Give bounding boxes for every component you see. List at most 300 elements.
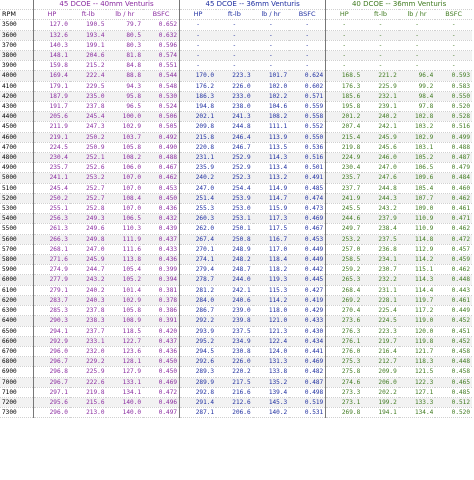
lbhr-3-cell: 114.8 — [399, 234, 436, 244]
table-row — [0, 81, 472, 91]
hp-3-cell: 235.7 — [326, 173, 363, 183]
ftlb-1-cell: 252.7 — [70, 193, 107, 203]
lbhr-2-cell: 122.4 — [253, 336, 290, 346]
hp-3-cell: 249.7 — [326, 224, 363, 234]
table-row — [0, 316, 472, 326]
table-row — [0, 408, 472, 418]
ftlb-2-cell: 250.1 — [216, 224, 253, 234]
hp-2-cell: 291.4 — [180, 397, 217, 407]
ftlb-2-cell: 246.7 — [216, 142, 253, 152]
bsfc-2-cell: 0.442 — [289, 265, 326, 275]
ftlb-3-cell: 234.1 — [362, 255, 399, 265]
ftlb-1-cell: 235.0 — [70, 91, 107, 101]
bsfc-2-cell: - — [289, 20, 326, 30]
lbhr-header-1: lb / hr — [106, 10, 143, 20]
lbhr-1-cell: 122.7 — [106, 336, 143, 346]
lbhr-1-cell: 140.0 — [106, 397, 143, 407]
lbhr-3-cell: 120.0 — [399, 326, 436, 336]
table-row — [0, 387, 472, 397]
rpm-cell: 6600 — [0, 336, 33, 346]
ftlb-1-cell: 252.8 — [70, 204, 107, 214]
bsfc-2-cell: 0.536 — [289, 142, 326, 152]
hp-1-cell: 169.4 — [33, 71, 70, 81]
bsfc-1-cell: 0.432 — [143, 214, 180, 224]
ftlb-1-cell: 243.2 — [70, 275, 107, 285]
lbhr-3-cell: 97.8 — [399, 102, 436, 112]
lbhr-2-cell: 101.7 — [253, 71, 290, 81]
ftlb-header-2: ft-lb — [216, 10, 253, 20]
bsfc-3-cell: 0.452 — [435, 336, 472, 346]
table-row — [0, 306, 472, 316]
ftlb-header-3: ft-lb — [362, 10, 399, 20]
ftlb-3-cell: 237.5 — [362, 234, 399, 244]
bsfc-3-cell: 0.458 — [435, 346, 472, 356]
bsfc-1-cell: 0.652 — [143, 20, 180, 30]
bsfc-1-cell: 0.467 — [143, 163, 180, 173]
bsfc-1-cell: 0.394 — [143, 275, 180, 285]
table-row — [0, 163, 472, 173]
lbhr-header-3: lb / hr — [399, 10, 436, 20]
bsfc-3-cell: - — [435, 30, 472, 40]
rpm-cell: 4500 — [0, 122, 33, 132]
lbhr-3-cell: 102.8 — [399, 112, 436, 122]
hp-2-cell: 270.1 — [180, 244, 217, 254]
lbhr-1-cell: 101.4 — [106, 285, 143, 295]
hp-2-cell: 251.4 — [180, 193, 217, 203]
ftlb-2-cell: 239.0 — [216, 306, 253, 316]
ftlb-1-cell: 199.1 — [70, 40, 107, 50]
bsfc-3-cell: 0.443 — [435, 285, 472, 295]
ftlb-header-1: ft-lb — [70, 10, 107, 20]
lbhr-1-cell: 108.2 — [106, 153, 143, 163]
bsfc-2-cell: - — [289, 61, 326, 71]
ftlb-2-cell: 248.2 — [216, 255, 253, 265]
ftlb-1-cell: 237.8 — [70, 306, 107, 316]
ftlb-3-cell: 238.4 — [362, 224, 399, 234]
ftlb-2-cell: 253.0 — [216, 204, 253, 214]
lbhr-2-cell: 114.9 — [253, 183, 290, 193]
bsfc-1-cell: 0.492 — [143, 132, 180, 142]
lbhr-2-cell: 113.2 — [253, 173, 290, 183]
hp-3-cell: 269.2 — [326, 295, 363, 305]
group-title-row — [0, 0, 472, 10]
lbhr-2-cell: 124.0 — [253, 346, 290, 356]
rpm-cell: 3800 — [0, 51, 33, 61]
lbhr-2-cell: 102.2 — [253, 91, 290, 101]
bsfc-3-cell: 0.452 — [435, 316, 472, 326]
bsfc-3-cell: 0.459 — [435, 255, 472, 265]
rpm-cell: 6200 — [0, 295, 33, 305]
bsfc-2-cell: 0.571 — [289, 91, 326, 101]
hp-2-cell: 186.3 — [180, 91, 217, 101]
ftlb-2-cell: - — [216, 40, 253, 50]
table-row — [0, 336, 472, 346]
lbhr-2-cell: 121.0 — [253, 316, 290, 326]
table-row — [0, 265, 472, 275]
lbhr-3-cell: 105.4 — [399, 183, 436, 193]
lbhr-2-cell: 118.0 — [253, 306, 290, 316]
ftlb-2-cell: 241.3 — [216, 112, 253, 122]
ftlb-1-cell: 244.7 — [70, 265, 107, 275]
bsfc-1-cell: 0.436 — [143, 204, 180, 214]
lbhr-2-cell: 115.9 — [253, 204, 290, 214]
lbhr-2-cell: 113.5 — [253, 142, 290, 152]
hp-1-cell: 211.9 — [33, 122, 70, 132]
ftlb-3-cell: 232.1 — [362, 91, 399, 101]
ftlb-3-cell: 206.0 — [362, 377, 399, 387]
ftlb-1-cell: 250.2 — [70, 132, 107, 142]
lbhr-3-cell: 114.3 — [399, 275, 436, 285]
hp-1-cell: 294.1 — [33, 326, 70, 336]
lbhr-2-cell: 116.7 — [253, 234, 290, 244]
lbhr-1-cell: 80.3 — [106, 40, 143, 50]
ftlb-2-cell: 212.6 — [216, 397, 253, 407]
bsfc-3-cell: 0.479 — [435, 163, 472, 173]
bsfc-1-cell: 0.391 — [143, 316, 180, 326]
ftlb-1-cell: 229.2 — [70, 357, 107, 367]
hp-3-cell: 230.4 — [326, 163, 363, 173]
bsfc-2-cell: 0.558 — [289, 112, 326, 122]
bsfc-1-cell: 0.488 — [143, 153, 180, 163]
bsfc-1-cell: 0.497 — [143, 408, 180, 418]
bsfc-2-cell: - — [289, 40, 326, 50]
hp-2-cell: 292.8 — [180, 387, 217, 397]
hp-1-cell: 296.8 — [33, 367, 70, 377]
bsfc-1-cell: 0.574 — [143, 51, 180, 61]
lbhr-3-cell: - — [399, 20, 436, 30]
hp-1-cell: 279.1 — [33, 285, 70, 295]
hp-2-cell: 284.0 — [180, 295, 217, 305]
hp-1-cell: 297.1 — [33, 387, 70, 397]
bsfc-3-cell: 0.461 — [435, 295, 472, 305]
bsfc-1-cell: 0.505 — [143, 122, 180, 132]
lbhr-1-cell: 105.2 — [106, 275, 143, 285]
lbhr-2-cell: 118.2 — [253, 265, 290, 275]
ftlb-1-cell: 229.5 — [70, 81, 107, 91]
ftlb-3-cell: 223.3 — [362, 326, 399, 336]
lbhr-2-cell: - — [253, 40, 290, 50]
table-row — [0, 357, 472, 367]
table-row — [0, 204, 472, 214]
bsfc-2-cell: 0.469 — [289, 214, 326, 224]
ftlb-2-cell: 252.9 — [216, 153, 253, 163]
lbhr-1-cell: 100.0 — [106, 112, 143, 122]
rpm-cell: 4300 — [0, 102, 33, 112]
bsfc-2-cell: 0.434 — [289, 336, 326, 346]
lbhr-1-cell: 80.5 — [106, 30, 143, 40]
ftlb-3-cell: 232.2 — [362, 275, 399, 285]
lbhr-1-cell: 128.1 — [106, 357, 143, 367]
bsfc-3-cell: - — [435, 20, 472, 30]
lbhr-2-cell: 139.4 — [253, 387, 290, 397]
lbhr-3-cell: 106.5 — [399, 163, 436, 173]
table-row — [0, 51, 472, 61]
rpm-cell: 4600 — [0, 132, 33, 142]
bsfc-3-cell: 0.487 — [435, 153, 472, 163]
hp-3-cell: 273.1 — [326, 397, 363, 407]
ftlb-3-cell: - — [362, 61, 399, 71]
hp-3-cell: 168.5 — [326, 71, 363, 81]
lbhr-1-cell: 105.8 — [106, 142, 143, 152]
bsfc-2-cell: 0.469 — [289, 357, 326, 367]
lbhr-header-2: lb / hr — [253, 10, 290, 20]
ftlb-3-cell: 230.7 — [362, 265, 399, 275]
table-row — [0, 173, 472, 183]
lbhr-2-cell: 102.0 — [253, 81, 290, 91]
lbhr-1-cell: 118.5 — [106, 326, 143, 336]
ftlb-2-cell: 240.6 — [216, 295, 253, 305]
lbhr-2-cell: - — [253, 20, 290, 30]
bsfc-2-cell: 0.430 — [289, 326, 326, 336]
bsfc-2-cell: 0.531 — [289, 408, 326, 418]
bsfc-3-cell: 0.457 — [435, 244, 472, 254]
hp-2-cell: 220.8 — [180, 142, 217, 152]
bsfc-3-cell: 0.448 — [435, 275, 472, 285]
lbhr-3-cell: 114.4 — [399, 285, 436, 295]
lbhr-3-cell: 96.4 — [399, 71, 436, 81]
bsfc-2-cell: 0.491 — [289, 173, 326, 183]
table-row — [0, 214, 472, 224]
bsfc-3-cell: 0.465 — [435, 377, 472, 387]
rpm-cell: 5500 — [0, 224, 33, 234]
bsfc-2-cell: - — [289, 30, 326, 40]
bsfc-2-cell: 0.427 — [289, 285, 326, 295]
lbhr-1-cell: 102.9 — [106, 122, 143, 132]
hp-1-cell: 245.4 — [33, 183, 70, 193]
bsfc-1-cell: 0.439 — [143, 224, 180, 234]
ftlb-3-cell: 225.9 — [362, 81, 399, 91]
lbhr-1-cell: 81.8 — [106, 51, 143, 61]
hp-1-cell: 268.1 — [33, 244, 70, 254]
ftlb-3-cell: 247.6 — [362, 173, 399, 183]
hp-3-cell: 269.8 — [326, 408, 363, 418]
ftlb-2-cell: 244.0 — [216, 275, 253, 285]
lbhr-2-cell: 118.4 — [253, 255, 290, 265]
hp-2-cell: 267.4 — [180, 234, 217, 244]
hp-1-cell: 266.3 — [33, 234, 70, 244]
hp-1-cell: 241.1 — [33, 173, 70, 183]
hp-2-cell: - — [180, 20, 217, 30]
ftlb-2-cell: 226.0 — [216, 357, 253, 367]
hp-2-cell: - — [180, 30, 217, 40]
hp-2-cell: 293.9 — [180, 326, 217, 336]
ftlb-3-cell: 194.1 — [362, 408, 399, 418]
bsfc-1-cell: 0.450 — [143, 367, 180, 377]
ftlb-3-cell: 224.5 — [362, 316, 399, 326]
ftlb-1-cell: 252.7 — [70, 183, 107, 193]
lbhr-2-cell: 140.2 — [253, 408, 290, 418]
bsfc-3-cell: 0.516 — [435, 122, 472, 132]
table-row — [0, 377, 472, 387]
table-row — [0, 61, 472, 71]
ftlb-2-cell: 253.1 — [216, 214, 253, 224]
lbhr-3-cell: 102.9 — [399, 132, 436, 142]
hp-1-cell: 140.3 — [33, 40, 70, 50]
ftlb-2-cell: 230.8 — [216, 346, 253, 356]
bsfc-1-cell: 0.453 — [143, 183, 180, 193]
rpm-header: RPM — [0, 10, 33, 20]
lbhr-2-cell: 113.9 — [253, 132, 290, 142]
rpm-cell: 4700 — [0, 142, 33, 152]
hp-3-cell: 185.6 — [326, 91, 363, 101]
lbhr-1-cell: 107.0 — [106, 173, 143, 183]
bsfc-3-cell: 0.528 — [435, 112, 472, 122]
table-row — [0, 153, 472, 163]
bsfc-1-cell: 0.386 — [143, 306, 180, 316]
hp-2-cell: 255.3 — [180, 204, 217, 214]
bsfc-3-cell: 0.488 — [435, 142, 472, 152]
bsfc-1-cell: 0.548 — [143, 81, 180, 91]
ftlb-2-cell: 248.7 — [216, 265, 253, 275]
lbhr-3-cell: 103.2 — [399, 122, 436, 132]
table-row — [0, 234, 472, 244]
hp-1-cell: 205.6 — [33, 112, 70, 122]
hp-3-cell: 219.8 — [326, 142, 363, 152]
rpm-cell: 7000 — [0, 377, 33, 387]
ftlb-3-cell: 245.9 — [362, 132, 399, 142]
lbhr-1-cell: 95.8 — [106, 91, 143, 101]
lbhr-1-cell: 134.1 — [106, 387, 143, 397]
bsfc-3-cell: 0.449 — [435, 306, 472, 316]
bsfc-3-cell: 0.462 — [435, 265, 472, 275]
bsfc-3-cell: 0.512 — [435, 397, 472, 407]
hp-2-cell: 231.1 — [180, 153, 217, 163]
ftlb-1-cell: 222.6 — [70, 377, 107, 387]
rpm-cell: 3500 — [0, 20, 33, 30]
hp-3-cell: 244.6 — [326, 214, 363, 224]
rpm-cell: 3700 — [0, 40, 33, 50]
hp-2-cell: 176.2 — [180, 81, 217, 91]
bsfc-2-cell: 0.445 — [289, 275, 326, 285]
ftlb-1-cell: 237.8 — [70, 102, 107, 112]
ftlb-2-cell: 246.4 — [216, 132, 253, 142]
bsfc-2-cell: 0.485 — [289, 183, 326, 193]
bsfc-2-cell: 0.433 — [289, 316, 326, 326]
bsfc-1-cell: 0.436 — [143, 255, 180, 265]
ftlb-2-cell: 233.0 — [216, 91, 253, 101]
ftlb-3-cell: 243.2 — [362, 204, 399, 214]
hp-3-cell: 224.9 — [326, 153, 363, 163]
table-row — [0, 193, 472, 203]
ftlb-2-cell: 250.8 — [216, 234, 253, 244]
hp-1-cell: 295.6 — [33, 397, 70, 407]
bsfc-1-cell: 0.462 — [143, 173, 180, 183]
hp-3-cell: 274.6 — [326, 377, 363, 387]
ftlb-2-cell: 242.1 — [216, 285, 253, 295]
rpm-cell: 5100 — [0, 183, 33, 193]
hp-3-cell: 253.2 — [326, 234, 363, 244]
bsfc-3-cell: 0.472 — [435, 234, 472, 244]
bsfc-2-cell: 0.467 — [289, 224, 326, 234]
hp-3-cell: 259.2 — [326, 265, 363, 275]
rpm-cell: 5700 — [0, 244, 33, 254]
bsfc-2-cell: 0.453 — [289, 234, 326, 244]
ftlb-3-cell: 244.8 — [362, 183, 399, 193]
table-row — [0, 367, 472, 377]
lbhr-3-cell: 99.2 — [399, 81, 436, 91]
hp-1-cell: 296.7 — [33, 377, 70, 387]
lbhr-1-cell: 106.5 — [106, 214, 143, 224]
table-row — [0, 102, 472, 112]
bsfc-1-cell: 0.551 — [143, 61, 180, 71]
ftlb-3-cell: 231.1 — [362, 285, 399, 295]
table-row — [0, 91, 472, 101]
lbhr-3-cell: 122.3 — [399, 377, 436, 387]
hp-3-cell: 176.3 — [326, 81, 363, 91]
hp-3-cell: - — [326, 20, 363, 30]
lbhr-1-cell: 102.9 — [106, 295, 143, 305]
ftlb-1-cell: 204.6 — [70, 51, 107, 61]
hp-3-cell: 201.2 — [326, 112, 363, 122]
ftlb-1-cell: 225.9 — [70, 367, 107, 377]
bsfc-3-cell: 0.484 — [435, 173, 472, 183]
hp-2-cell: 262.0 — [180, 224, 217, 234]
hp-2-cell: 289.3 — [180, 367, 217, 377]
ftlb-1-cell: 253.2 — [70, 173, 107, 183]
bsfc-header-2: BSFC — [289, 10, 326, 20]
hp-2-cell: 194.8 — [180, 102, 217, 112]
ftlb-1-cell: 238.3 — [70, 316, 107, 326]
ftlb-1-cell: 237.7 — [70, 326, 107, 336]
rpm-cell: 6700 — [0, 346, 33, 356]
rpm-cell: 3600 — [0, 30, 33, 40]
rpm-cell: 7200 — [0, 397, 33, 407]
bsfc-3-cell: 0.471 — [435, 214, 472, 224]
lbhr-1-cell: 133.1 — [106, 377, 143, 387]
lbhr-1-cell: 110.3 — [106, 224, 143, 234]
table-row — [0, 30, 472, 40]
hp-3-cell: 273.3 — [326, 387, 363, 397]
bsfc-1-cell: 0.596 — [143, 40, 180, 50]
lbhr-3-cell: 110.9 — [399, 224, 436, 234]
lbhr-2-cell: 135.2 — [253, 377, 290, 387]
hp-3-cell: 245.5 — [326, 204, 363, 214]
hp-2-cell: 294.5 — [180, 346, 217, 356]
hp-2-cell: 202.1 — [180, 112, 217, 122]
ftlb-2-cell: 254.4 — [216, 183, 253, 193]
bsfc-3-cell: 0.520 — [435, 102, 472, 112]
ftlb-3-cell: 245.6 — [362, 142, 399, 152]
ftlb-3-cell: 216.4 — [362, 346, 399, 356]
hp-2-cell: 215.8 — [180, 132, 217, 142]
bsfc-3-cell: - — [435, 51, 472, 61]
hp-1-cell: 179.1 — [33, 81, 70, 91]
rpm-cell: 4400 — [0, 112, 33, 122]
hp-1-cell: 274.9 — [33, 265, 70, 275]
lbhr-2-cell: 113.4 — [253, 163, 290, 173]
ftlb-3-cell: 246.0 — [362, 153, 399, 163]
rpm-cell: 6900 — [0, 367, 33, 377]
bsfc-3-cell: 0.451 — [435, 326, 472, 336]
lbhr-1-cell: 103.7 — [106, 132, 143, 142]
hp-3-cell: 273.6 — [326, 316, 363, 326]
bsfc-2-cell: 0.550 — [289, 132, 326, 142]
lbhr-3-cell: 107.7 — [399, 193, 436, 203]
rpm-group-spacer — [0, 0, 33, 10]
bsfc-1-cell: 0.436 — [143, 346, 180, 356]
ftlb-1-cell: 233.1 — [70, 336, 107, 346]
rpm-cell: 4000 — [0, 71, 33, 81]
bsfc-3-cell: 0.460 — [435, 183, 472, 193]
lbhr-3-cell: 118.3 — [399, 357, 436, 367]
hp-2-cell: 281.2 — [180, 285, 217, 295]
ftlb-1-cell: 245.4 — [70, 112, 107, 122]
bsfc-2-cell: 0.474 — [289, 193, 326, 203]
ftlb-1-cell: 240.2 — [70, 285, 107, 295]
ftlb-2-cell: 252.9 — [216, 163, 253, 173]
lbhr-2-cell: 114.3 — [253, 153, 290, 163]
bsfc-2-cell: 0.449 — [289, 244, 326, 254]
